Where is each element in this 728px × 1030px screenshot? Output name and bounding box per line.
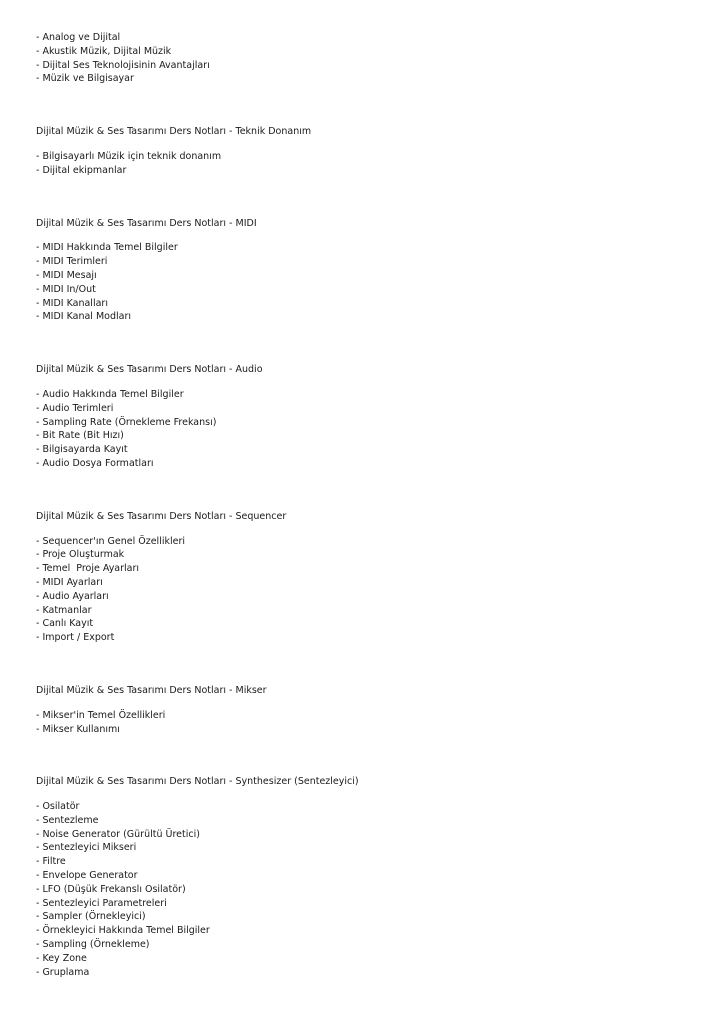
list-item: - Dijital ekipmanlar (36, 164, 127, 176)
list-item: - Bit Rate (Bit Hızı) (36, 430, 124, 442)
list-item: - Analog ve Dijital (36, 32, 121, 43)
list-item: - Müzik ve Bilgisayar (36, 73, 134, 85)
section-title: Dijital Müzik & Ses Tasarımı Ders Notları - Mikser (36, 684, 267, 696)
list-item: - Sentezleme (36, 814, 99, 826)
list-item: - Filtre (36, 856, 66, 868)
section-teknik-donanim (36, 125, 696, 177)
list-item: - LFO (Düşük Frekanslı Osilatör) (36, 883, 186, 895)
section-title: Dijital Müzik & Ses Tasarımı Ders Notları - Audio (36, 364, 263, 376)
list-item: - Osilatör (36, 801, 80, 813)
list-item: - Canlı Kayıt (36, 618, 94, 630)
list-item: - MIDI Hakkında Temel Bilgiler (36, 242, 178, 254)
section-spacer (36, 736, 696, 775)
list-item: - Sampling Rate (Örnekleme Frekansı) (36, 416, 217, 428)
list-item: - Mikser'in Temel Özellikleri (36, 709, 166, 721)
list-item: - Proje Oluşturmak (36, 549, 125, 561)
section-sequencer (36, 510, 696, 645)
section-spacer (36, 178, 696, 217)
list-item: - Audio Hakkında Temel Bilgiler (36, 388, 184, 400)
section-synthesizer (36, 775, 696, 979)
list-item: - Akustik Müzik, Dijital Müzik (36, 45, 172, 57)
list-item: - MIDI Kanal Modları (36, 311, 132, 323)
list-item: - Sampling (Örnekleme) (36, 939, 150, 951)
section-spacer (36, 324, 696, 363)
section-title: Dijital Müzik & Ses Tasarımı Ders Notları - Synthesizer (Sentezleyici) (36, 776, 359, 788)
list-item: - Bilgisayarlı Müzik için teknik donanım (36, 150, 222, 162)
section-title: Dijital Müzik & Ses Tasarımı Ders Notları - MIDI (36, 217, 257, 229)
list-item: - Mikser Kullanımı (36, 723, 120, 735)
list-item: - MIDI In/Out (36, 283, 96, 295)
list-item: - Dijital Ses Teknolojisinin Avantajları (36, 59, 210, 71)
list-item: - Sentezleyici Parametreleri (36, 897, 167, 909)
section-spacer (36, 645, 696, 684)
section-spacer (36, 471, 696, 510)
section-midi (36, 217, 696, 325)
list-item: - Sentezleyici Mikseri (36, 842, 137, 854)
list-item: - MIDI Kanalları (36, 297, 108, 309)
list-item: - Örnekleyici Hakkında Temel Bilgiler (36, 925, 210, 937)
list-item: - Gruplama (36, 966, 90, 978)
intro-list (36, 31, 696, 86)
list-item: - Audio Terimleri (36, 402, 114, 414)
list-item: - Temel Proje Ayarları (36, 563, 140, 575)
section-audio (36, 363, 696, 471)
list-item: - Envelope Generator (36, 870, 138, 882)
list-item: - Import / Export (36, 632, 115, 644)
list-item: - Sequencer'ın Genel Özellikleri (36, 535, 185, 547)
list-item: - Sampler (Örnekleyici) (36, 911, 146, 923)
section-mikser (36, 684, 696, 736)
document-page (36, 31, 696, 979)
list-item: - Katmanlar (36, 604, 92, 616)
list-item: - Audio Ayarları (36, 590, 109, 602)
section-spacer (36, 86, 696, 125)
list-item: - Key Zone (36, 952, 87, 964)
list-item: - Audio Dosya Formatları (36, 457, 154, 469)
list-item: - MIDI Terimleri (36, 256, 108, 268)
list-item: - MIDI Mesajı (36, 269, 97, 281)
section-title: Dijital Müzik & Ses Tasarımı Ders Notları - Teknik Donanım (36, 126, 312, 138)
list-item: - MIDI Ayarları (36, 576, 103, 588)
list-item: - Bilgisayarda Kayıt (36, 444, 128, 456)
list-item: - Noise Generator (Gürültü Üretici) (36, 828, 200, 840)
section-title: Dijital Müzik & Ses Tasarımı Ders Notları - Sequencer (36, 510, 287, 522)
